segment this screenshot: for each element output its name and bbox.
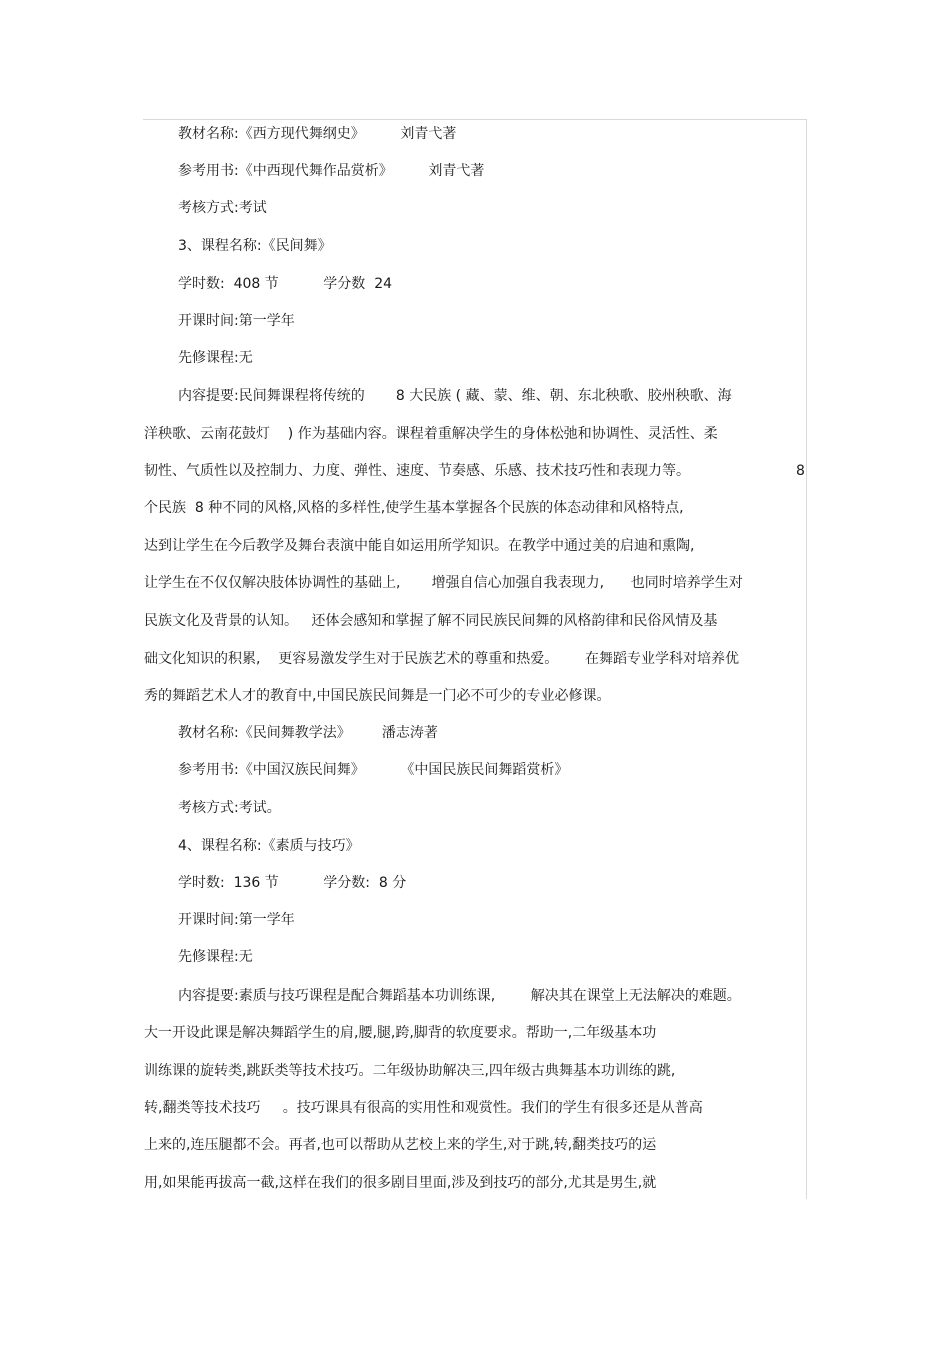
summary-paragraph-line: 转,翻类等技术技巧 。技巧课具有很高的实用性和观赏性。我们的学生有很多还是从普高 [144,1100,703,1116]
assessment-line: 考核方式:考试。 [178,800,281,816]
summary-paragraph-fragment: 8 [796,463,805,479]
assessment-line: 考核方式:考试 [178,200,267,216]
summary-paragraph-line: 民族文化及背景的认知。 还体会感知和掌握了解不同民族民间舞的风格韵律和民俗风情及基 [144,613,718,629]
summary-paragraph-line: 秀的舞蹈艺术人才的教育中,中国民族民间舞是一门必不可少的专业必修课。 [144,688,611,704]
summary-paragraph-line: 训练课的旋转类,跳跃类等技术技巧。二年级协助解决三,四年级古典舞基本功训练的跳, [144,1063,676,1079]
summary-paragraph-line: 大一开设此课是解决舞蹈学生的肩,腰,腿,跨,脚背的软度要求。帮助一,二年级基本功 [144,1025,657,1041]
summary-paragraph-line: 洋秧歌、云南花鼓灯 ) 作为基础内容。课程着重解决学生的身体松弛和协调性、灵活性、柔 [144,426,718,442]
hours-credits-line: 学时数: 408 节 学分数 24 [178,276,393,292]
summary-paragraph-line: 础文化知识的积累, 更容易激发学生对于民族艺术的尊重和热爱。 在舞蹈专业学科对培养优 [144,651,739,667]
summary-paragraph-line: 个民族 8 种不同的风格,风格的多样性,使学生基本掌握各个民族的体态动律和风格特点, [144,500,684,516]
reference-book-line: 参考用书:《中西现代舞作品赏析》 刘青弋著 [178,163,485,179]
summary-paragraph-line: 用,如果能再拔高一截,这样在我们的很多剧目里面,涉及到技巧的部分,尤其是男生,就 [144,1175,657,1191]
textbook-line: 教材名称:《民间舞教学法》 潘志涛著 [178,725,438,741]
start-time-line: 开课时间:第一学年 [178,313,295,329]
reference-book-line: 参考用书:《中国汉族民间舞》 《中国民族民间舞蹈赏析》 [178,762,569,778]
summary-paragraph-line: 达到让学生在今后教学及舞台表演中能自如运用所学知识。在教学中通过美的启迪和熏陶, [144,538,695,554]
prerequisite-line: 先修课程:无 [178,949,253,965]
summary-paragraph-line: 让学生在不仅仅解决肢体协调性的基础上, 增强自信心加强自我表现力, 也同时培养学生对 [144,575,743,591]
course-title-line: 4、课程名称:《素质与技巧》 [178,838,360,854]
summary-paragraph-line: 韧性、气质性以及控制力、力度、弹性、速度、节奏感、乐感、技术技巧性和表现力等。 [144,463,690,479]
page-frame-top-border [143,119,807,120]
summary-paragraph-line: 内容提要:民间舞课程将传统的 8 大民族 ( 藏、蒙、维、朝、东北秧歌、胶州秧歌、海 [178,388,732,404]
summary-paragraph-line: 内容提要:素质与技巧课程是配合舞蹈基本功训练课, 解决其在课堂上无法解决的难题。 [178,988,741,1004]
summary-paragraph-line: 上来的,连压腿都不会。再者,也可以帮助从艺校上来的学生,对于跳,转,翻类技巧的运 [144,1137,657,1153]
textbook-line: 教材名称:《西方现代舞纲史》 刘青弋著 [178,126,457,142]
hours-credits-line: 学时数: 136 节 学分数: 8 分 [178,875,407,891]
prerequisite-line: 先修课程:无 [178,350,253,366]
start-time-line: 开课时间:第一学年 [178,912,295,928]
course-title-line: 3、课程名称:《民间舞》 [178,238,332,254]
page-frame-right-border [806,119,807,1199]
